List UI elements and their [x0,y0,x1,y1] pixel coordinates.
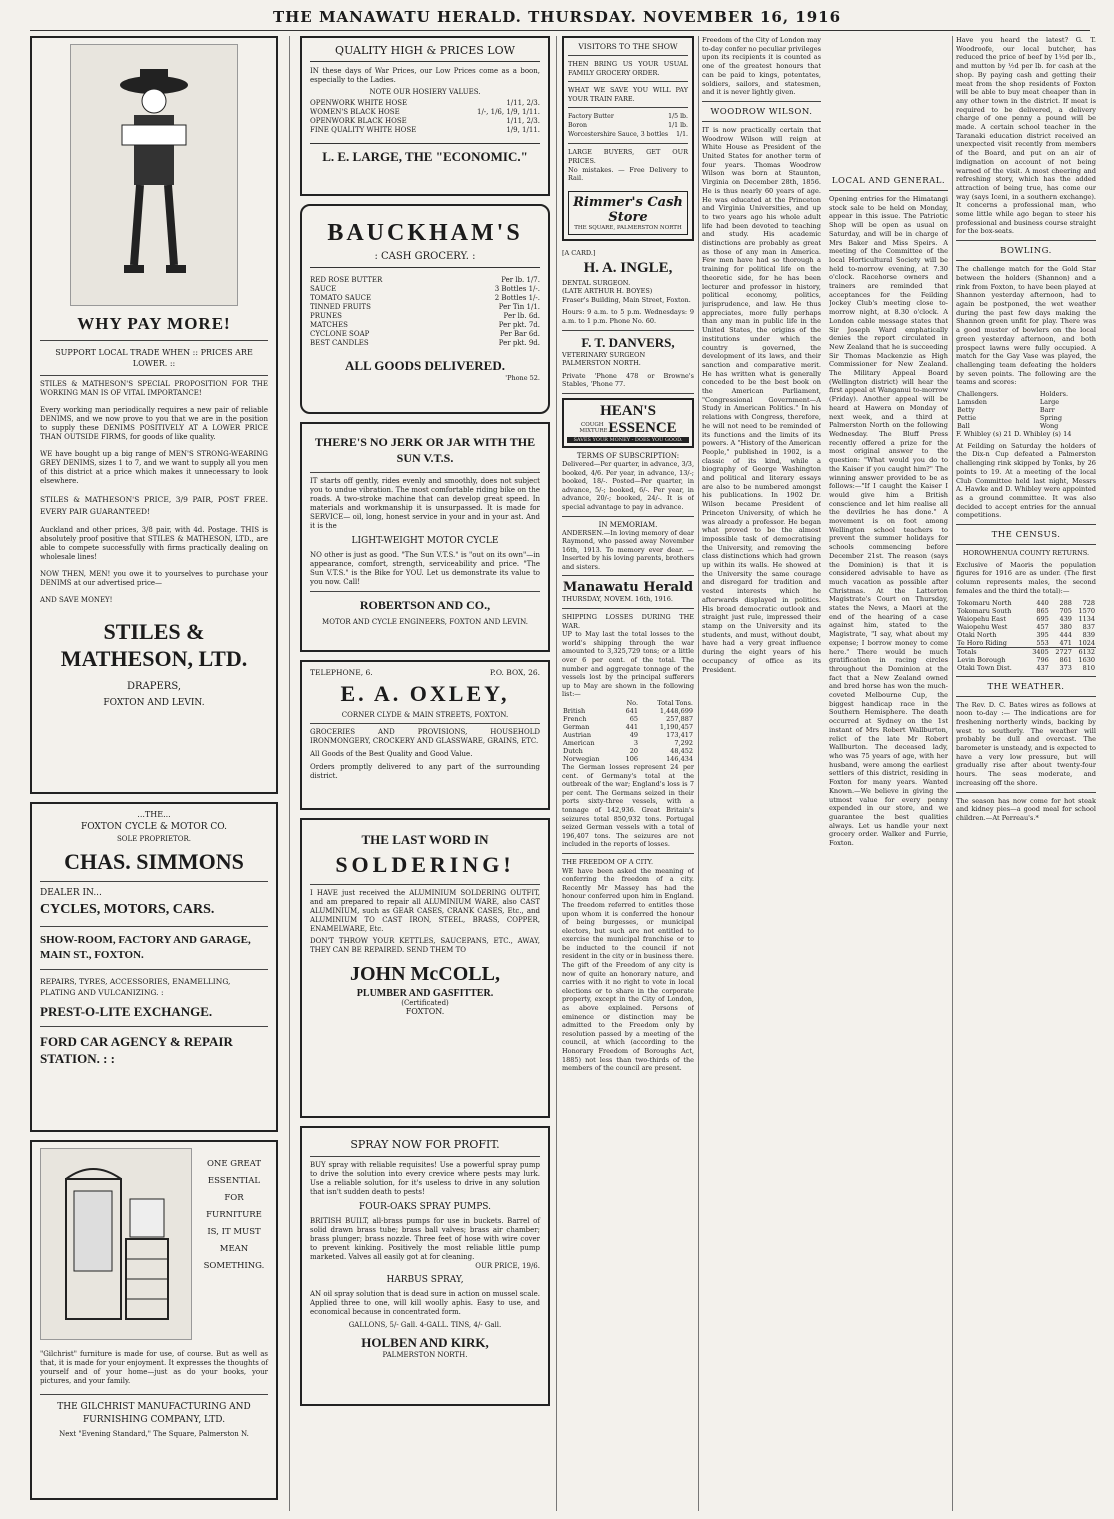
census-table [956,599,1096,672]
grocery-row: BEST CANDLES Per pkt. 9d. [310,339,540,347]
free-delivery: No mistakes. — Free Delivery to Rail. [568,165,688,183]
grocery-row: PRUNES Per lb. 6d. [310,312,540,320]
table-row: British 641 1,448,699 [563,707,693,715]
danvers-name: F. T. DANVERS, [581,334,675,350]
local-general-title: LOCAL AND GENERAL. [831,176,946,186]
cash-grocery: : CASH GROCERY. : [310,251,540,268]
freedom-text: WE have been asked the meaning of conferring the freedom of a city. Recently Mr Massey has had the honour conferred upon him in England. The freedom referred to entitles those upon whom it is conferred the honour of being burgesses, or municipal electors, but such are not entitled to exercise the municipal franchise or to be inducted to the council if not resident in the city or in business there. The gift of the Freedom of any city is now of quite an honorary nature, and carries with it no right to vote in local elections or to share in the corporate property, except in the City of London, as above explained. Persons of eminence or distinction may be admitted to the Freedom only by resolution passed by a meeting of the council, at which (according to the Honorary Freedom of Boroughs Act, 1885) not less than two-thirds of the members of the council are present. [562,866,694,1073]
local-column [829,36,948,1511]
sun-vts-text-2: NO other is just as good. "The Sun V.T.S." is "out on its own"—in appearance, comfort, strength, serviceability and price. "The Sun V.T.S." is the Bike for YOU. Let us demonstrate its value to you now. Call! [310,551,540,586]
repairs: REPAIRS, TYRES, ACCESSORIES, ENAMELLING, PLATING AND VULCANIZING. : [40,977,231,997]
spray-now: SPRAY NOW FOR PROFIT. [350,1138,500,1151]
grocery-row: CYCLONE SOAP Per Bar 6d. [310,330,540,338]
masthead-rule [30,30,1090,31]
woodrow-wilson-text: IT is now practically certain that Woodrow Wilson will reign at White House as President of the United States for another term of four years. Thomas Woodrow Wilson was born at Staunton, Virginia on December 28th, 1856. He is thus nearly 60 years of age. He was educated at the Princeton and Virginia Universities, and up to two years ago his whole adult life had been devoted to teaching and study. His academic distinctions are probably as great as those of any man in America. Few men have had so thorough a training for political life on the theoretic side, for he has been lecturer and professor in history, political economy, politics, jurisprudence, and law. He thus appreciates, more fully perhaps than any man in public life in the United States, the origins of the institutions under which the country is governed, the development of its laws, and their sanction and comparative merit. He has written what is generally conceded to be the best book on the American Parliament, "Congressional Government—A Study in American Politics." In his relations with Congress, therefore, he will not need to be reminded of its functions and the limits of its powers. A "History of the American People," published in 1902, is a classic of its kind, while a biography of George Washington and political and literary essays are also to be numbered amongst his publications. In 1902 Dr. Wilson became President of Princeton University, of which he was already a professor. He began what proved to be the almost impossible task of democratising the University, and removing the class distinctions which had grown up within its walls. He showed at the University the same courage and disregard for tradition and vested interests which he afterwards displayed in politics. His broad democratic outlook and straight just rule, impressed their stamp on the University and its students, and must, without doubt, have had a very great influence during the eight years of his occupancy of office as its President. [702,125,821,674]
heans: HEAN'S [600,402,656,419]
freedom-continued: Freedom of the City of London may to-day confer no peculiar privileges upon its recipients it is counted as one of the greatest honours that can be paid to kings, potentates, soldiers, sailors, and statesmen, and it is never lightly given. [702,36,821,97]
herald-date: THURSDAY, NOVEM. 16th, 1916. [562,595,673,604]
table-row: Lamsden Large [957,398,1060,407]
table-row: Tokomaru North 440 288 728 [957,598,1095,607]
memoriam-text: ANDERSEN.—In loving memory of dear Raymond, who passed away November 16th, 1913. To memory ever dear. —Inserted by his loving parents, brothers and sisters. [562,528,694,571]
why-pay-more: WHY PAY MORE! [77,314,231,333]
table-row: Otaki North 395 444 839 [957,630,1095,639]
oxley-goods: GROCERIES AND PROVISIONS, HOUSEHOLD IRONMONGERY, CROCKERY AND GLASSWARE, GRAINS, ETC. [310,728,540,745]
soldering: SOLDERING! [335,852,515,877]
manawatu-herald-title: Manawatu Herald [562,580,694,596]
bowling-table [956,390,1096,430]
foxton-levin: FOXTON AND LEVIN. [103,698,205,708]
stiles-p2: Every working man periodically requires a new pair of reliable DENIMS, and we now prove to you that we are in the position to supply these DENIMS POSITIVELY AT A LOWER PRICE THAN OUTSIDE FIRMS, for goods of like quality. [40,406,268,441]
gilchrist-company: THE GILCHRIST MANUFACTURING AND FURNISHING COMPANY, LTD. [57,1402,251,1425]
showroom: SHOW-ROOM, FACTORY AND GARAGE, MAIN ST., FOXTON. [40,934,251,961]
table-row: American 3 7,292 [563,739,693,747]
phone-52: 'Phone 52. [505,374,540,382]
visitors-text-2: WHAT WE SAVE YOU WILL PAY YOUR TRAIN FARE. [568,86,688,103]
hose-row: OPENWORK WHITE HOSE 1/11, 2/3. [310,99,540,107]
po-box: P.O. BOX, 26. [489,668,540,677]
table-row: Dutch 20 48,452 [563,747,693,755]
holben-kirk: HOLBEN AND KIRK, [361,1335,489,1350]
certificated: (Certificated) [401,999,449,1007]
grocery-row: RED ROSE BUTTER Per lb. 1/7. [310,276,540,284]
robertson-name: ROBERTSON AND CO., [359,598,491,612]
robertson-ad [300,422,550,652]
grocery-row: TINNED FRUITS Per Tin 1/1. [310,303,540,311]
private-phone: Private 'Phone 478 or Browne's Stables, 'Phone 77. [562,371,694,389]
support-local: SUPPORT LOCAL TRADE WHEN :: PRICES ARE LOWER. :: [55,348,253,368]
rimmers-name: Rimmer's Cash Store [573,194,683,225]
oxley-name: E. A. OXLEY, [340,681,510,706]
four-oaks-text: BRITISH BUILT, all-brass pumps for use in buckets. Barrel of solid drawn brass tube; brass ball valves; brass air chamber; brass plunger; brass nozzle. Three feet of hose with wire cover to prevent kinking. Positively the most reliable little pump marketed. Valves all easily got at for cleaning. [310,1217,540,1261]
veterinary: VETERINARY SURGEON [562,350,646,359]
table-row: Tokomaru South 865 705 1570 [957,606,1095,615]
table-row: Austrian 49 173,417 [563,731,693,739]
table-row: Waiopehu East 695 439 1134 [957,614,1095,623]
dealer-in: DEALER IN... [40,888,102,898]
stiles-matheson-ad [30,36,278,794]
census-title: THE CENSUS. [991,530,1061,541]
in-memoriam: IN MEMORIAM. [598,520,658,529]
stiles-name: STILES & [103,619,205,644]
ford-agency: FORD CAR AGENCY & REPAIR STATION. : : [40,1034,233,1066]
table-row: Betty Barr [957,406,1055,415]
gilchrist-text: "Gilchrist" furniture is made for use, of course. But as well as that, it is made for your enjoyment. It expresses the thoughts of yourself and of your home—just as do your books, your pictures, and your family. [40,1350,268,1385]
wardrobe-illustration [40,1148,192,1340]
large-economic-ad [300,36,550,196]
column-1 [30,36,278,1511]
stiles-p7: AND SAVE MONEY! [40,596,113,604]
fraser-building: Fraser's Building, Main Street, Foxton. [562,295,691,304]
table-row: German 441 1,190,457 [563,723,693,731]
bauckham-ad [300,204,550,414]
shipping-text-2: The German losses represent 24 per cent. of Germany's total at the outbreak of the war; England's loss is 7 per cent. The Germans seized in their ports sixty-three vessels, with a tonnage of 142,936. Great Britain's seizures total 850,932 tons. Portugal seized German vessels with a total of 196,407 tons. The seizures are not included in the reports of losses. [562,763,694,849]
table-row: Te Horo Riding 553 471 1024 [957,638,1095,647]
bowling-text: The challenge match for the Gold Star between the holders (Shannon) and a rink from Foxton, to have been played at Shannon yesterday afternoon, had to again be postponed, the wet weather during the past few days making the Shannon green unfit for play. There was a good muster of bowlers on the local green yesterday afternoon, and both prospect lawns were fully occupied. A match for the Gay Vase was played, the challenging team defeating the holders by seven points. The following are the teams and scores: [956,265,1096,387]
oxley-orders: Orders promptly delivered to any part of the surrounding district. [310,763,540,780]
foxton-cycle-name: FOXTON CYCLE & MOTOR CO. [80,822,228,832]
holben-kirk-ad [300,1126,550,1406]
stiles-p5: Auckland and other prices, 3/8 pair, with 4d. Postage. THIS is absolutely proof positive that STILES & MATHESON, LTD., are able to compete successfully with firms practically dealing on wholesale lines! [40,526,268,561]
palmerston-north: PALMERSTON NORTH. [382,1351,468,1359]
table-row: Otaki Town Dist. 437 373 810 [957,663,1095,672]
spray-text: BUY spray with reliable requisites! Use a powerful spray pump to drive the solution into every crevice where pests may lurk. Use a reliable solution, for it's useless to drive in any solution that isn't sudden death to pests! [310,1161,540,1196]
visitors-item: Factory Butter 1/5 lb. [568,113,688,121]
cough-mixture: COUGH MIXTURE [579,422,608,435]
town-crier-illustration [70,44,238,306]
column-4 [702,36,948,1511]
saves-money: SAVES YOUR MONEY - DOES YOU GOOD. [567,437,689,443]
all-goods-delivered: ALL GOODS DELIVERED. [344,358,505,373]
table-row: Levin Borough 796 861 1630 [957,655,1095,664]
visitors-title: VISITORS TO THE SHOW [578,42,678,51]
gallons: GALLONS, 5/- Gall. 4-GALL. TINS, 4/- Gall. [348,1321,502,1329]
column-2 [300,36,550,1511]
column-divider [289,36,290,1511]
one-great-essential: ONE GREAT ESSENTIAL FOR FURNITURE IS, IT MUST MEAN SOMETHING. [203,1159,265,1271]
quality-text: IN these days of War Prices, our Low Prices come as a boon, especially to the Ladies. [310,67,540,84]
visitors-ad [562,36,694,241]
shipping-table [562,699,694,763]
light-weight: LIGHT-WEIGHT MOTOR CYCLE [351,536,499,546]
table-row: Ball Wong [957,422,1059,431]
card-label: [A CARD.] [562,249,596,257]
column-5 [956,36,1096,1511]
table-row: Norwegian 106 146,434 [563,755,693,763]
hosiery-note: NOTE OUR HOSIERY VALUES. [369,88,481,96]
last-word: THE LAST WORD IN [361,832,489,847]
weather-text: The Rev. D. C. Bates wires as follows at noon to-day :— The indications are for freshening northerly winds, backing by west to southerly. The weather will probably be dull and overcast. The barometer is unsteady, and is expected to have a very low pressure, but will gradually rise after about twenty-four hours. The seas moderate, and increasing off the shore. [956,700,1096,787]
oxley-address: CORNER CLYDE & MAIN STREETS, FOXTON. [341,711,509,719]
column-divider [952,36,953,1511]
table-row: Pettie Spring [957,414,1062,423]
gilchrist-address: Next "Evening Standard," The Square, Palmerston N. [59,1430,249,1438]
four-oaks: FOUR-OAKS SPRAY PUMPS. [358,1202,492,1212]
harbus-text: AN oil spray solution that is dead sure in action on mussel scale. Applied three to one, will kill woolly aphis. Easy to use, and economical because in concentrated form. [310,1290,540,1316]
chas-simmons: CHAS. SIMMONS [64,849,244,874]
bowling-title: BOWLING. [1000,246,1052,257]
stiles-p6: NOW THEN, MEN! you owe it to yourselves to purchase your DENIMS at our advertised price— [40,570,268,587]
visitors-text: THEN BRING US YOUR USUAL FAMILY GROCERY ORDER. [568,60,688,77]
matheson-name: MATHESON, LTD. [60,646,248,671]
oxley-contact [310,668,540,677]
heans-ad [562,398,694,448]
visitors-item: Boron 1/1 lb. [568,122,688,130]
town-crier-icon [94,55,214,295]
wardrobe-icon [56,1159,176,1329]
column-3 [562,36,694,1511]
shipping-title: SHIPPING LOSSES DURING THE WAR. [562,613,694,630]
danvers-palmerston: PALMERSTON NORTH. [562,359,641,368]
horowhenua-returns: HOROWHENUA COUNTY RETURNS. [962,549,1090,558]
grocery-row: TOMATO SAUCE 2 Bottles 1/-. [310,294,540,302]
hose-row: OPENWORK BLACK HOSE 1/11, 2/3. [310,117,540,125]
mccoll-ad [300,818,550,1118]
plumber-gasfitter: PLUMBER AND GASFITTER. [356,988,494,999]
sun-vts-text: IT starts off gently, rides evenly and smoothly, does not subject you to undue vibration. The most comfortable riding bike on the roads. A two-stroke machine that can develop great speed. In materials and workmanship it is unsurpassed. It is made for SERVICE— oil, long, honest service in your and in your ast. And it is the [310,477,540,530]
visitors-item: Worcestershire Sauce, 3 bottles 1/1. [568,131,688,139]
table-row: Waiopehu West 457 380 837 [957,622,1095,631]
rimmers-logo [568,191,688,235]
ingle-name: H. A. INGLE, [583,259,673,276]
perreau-notice: The season has now come for hot steak and kidney pies—a good meal for school children.—At Perreau's.* [956,796,1096,822]
oxley-quality: All Goods of the Best Quality and Good Value. [310,750,473,758]
masthead: THE MANAWATU HERALD. THURSDAY. NOVEMBER 16, 1916 [272,8,842,26]
wilson-column [702,36,821,1511]
freedom-title: THE FREEDOM OF A CITY. [562,857,654,866]
soldering-text: I HAVE just received the ALUMINIUM SOLDERING OUTFIT, and am prepared to repair all ALUMINIUM WARE, also CAST ALUMINIUM, such as GEAR CASES, CRANK CASES, Etc., and ALUMINIUM TO CAST IRON, STEEL, BRASS, COPPER, ENAMELWARE, Etc. [310,889,540,933]
table-row: Totals 3405 2727 6132 [957,647,1095,656]
john-mccoll: JOHN McCOLL, [350,963,500,985]
bowling-text-2: At Feilding on Saturday the holders of the Dix-n Cup defeated a Palmerston challenging rink skipped by Tonks, by 26 points to 19. At a meeting of the local Club Committee held last night, Messrs A. Hawke and D. Whibley were appointed as a ground committee. It was also decided to accept entries for the annual competitions. [956,441,1096,520]
local-general-text: Opening entries for the Himatangi stock sale to be held on Monday, appear in this issue. The Patriotic Shop will be open as usual on Saturday, and will be in charge of Mrs Baker and Miss Speirs. A meeting of the Committee of the local Horticultural Society will be held to-morrow evening, at 7.30 o'clock. Racehorse owners and trainers are reminded that acceptances for the Feilding Jockey Club's meeting close to-morrow night, at 8.30 o'clock. A London cable message states that Sir Joseph Ward emphatically denies the report circulated in New Zealand that he is succeeding Sir Thomas Mackenzie as High Commissioner for New Zealand. The Military Appeal Board (Wellington district) will hear the first appeal at Wanganui to-morrow (Friday). Another appeal will be heard at Hawera on Monday of next week, and a third at Palmerston North on the following Wednesday. The Bluff Press recently offered a prize for the most original answer to the question: "What would you do to the Kaiser if you caught him?" The winning answer provided to be as follows:—"If I caught the Kaiser I would give him a British conscience and let him realise all the devilries he has done." A movement is on foot among Wellington school teachers to prevent the summer holidays for schools commencing before December 21st. The reason (says the Dominion) is that it is considered advisable to have as much vacation as possible after Christmas. At the Latterton Magistrate's Court on Thursday, states the News, a Maori at the end of the hearing of a case against him, stated to the Magistrate, "I say, what about my expense; I borrow money to come here." There would be much gratification in racing circles throughout the Dominion at the fact that a New Zealand owned and bred horse has won the much-coveted Melbourne Cup, the biggest handicap race in the Southern Hemisphere. The death occurred at Sydney on the 1st instant of Mrs Robert Wallburton, relict of the late Mr Robert Wallburton. The deceased lady, who was 75 years of age, with her husband, were among the earliest settlers of this district, residing in Foxton for many years. Wanted Known.—We believe in giving the utmost value for every penny expended in our store, and we guarantee the best qualities always. Let us handle your next grocery order. Walker and Furrie, Foxton. [829,195,948,848]
sole-proprietor: SOLE PROPRIETOR. [117,835,191,843]
weather-title: THE WEATHER. [987,681,1065,692]
shipping-text: UP to May last the total losses to the world's shipping through the war amounted to 3,325,729 tons; or a little over 6 per cent. of the total. The number and aggregate tonnage of the vessels lost by the principal sufferers up to May are shown in the following list:— [562,630,694,699]
hose-row: WOMEN'S BLACK HOSE 1/-, 1/6, 1/9, 1/11. [310,108,540,116]
table-row: No. Total Tons. [626,699,693,707]
late-boyes: (LATE ARTHUR H. BOYES) [562,287,653,296]
latest-news: Have you heard the latest? G. T. Woodroofe, our local butcher, has reduced the price of beef by 1½d per lb., and mutton by ½d per lb. for cash at the shop. By paying cash and getting their meat from the shop residents of Foxton will be able to buy meat cheaper than in any other town in the district. If meat is required to be delivered, a delivery charge of one penny a pound will be made. A certain school teacher in the Taranaki education district received an unexpected visit recently from members of the Board, and put on an air of indignation on account of not being warned of the visit. A most cheering and refreshing story, which has the added attraction of being true, has come our way (says Iceni, in a southern exchange). It concerns a professional man, who some little while ago began to steer his professional and business course straight for the box-seats. [956,36,1096,236]
soldering-text-2: DON'T THROW YOUR KETTLES, SAUCEPANS, ETC., AWAY, THEY CAN BE REPAIRED. SEND THEM TO [310,937,540,954]
motor-engineers: MOTOR AND CYCLE ENGINEERS, FOXTON AND LEVIN. [322,618,528,626]
woodrow-wilson-title: WOODROW WILSON. [710,106,813,117]
table-row: Challengers. Holders. [957,390,1069,399]
bauckham-name: BAUCKHAM'S [327,220,523,246]
hose-row: FINE QUALITY WHITE HOSE 1/9, 1/11. [310,126,540,134]
census-text: Exclusive of Maoris the population figures for 1916 are as under. (The first column represents males, the second females and the third the total):— [956,560,1096,595]
drapers: DRAPERS, [127,681,181,692]
bowling-score: F. Whibley (s) 21 D. Whibley (s) 14 [956,430,1072,439]
terms-text: Delivered—Per quarter, in advance, 3/3, booked, 4/6. Per year, in advance, 13/-; booked, 18/-. Posted—Per quarter, in advance, 5/-; booked, 6/-. Per year, in advance, 20/-; booked, 24/-. It is of special advantage to pay in advance. [562,459,694,511]
column-divider [698,36,699,1511]
essence: ESSENCE [608,419,677,436]
grocery-row: SAUCE 3 Bottles 1/-. [310,285,540,293]
mccoll-foxton: FOXTON. [405,1007,445,1016]
stiles-p1: STILES & MATHESON'S SPECIAL PROPOSITION FOR THE WORKING MAN IS OF VITAL IMPORTANCE! [40,380,268,397]
large-buyers: LARGE BUYERS, GET OUR PRICES. [568,148,688,165]
cycles-motors: CYCLES, MOTORS, CARS. [40,902,215,917]
prest-o-lite: PREST-O-LITE EXCHANGE. [40,1004,213,1019]
terms-title: TERMS OF SUBSCRIPTION: [576,451,680,460]
quality-title: QUALITY HIGH & PRICES LOW [310,44,540,62]
our-price: OUR PRICE, 19/6. [475,1262,540,1270]
telephone: TELEPHONE, 6. [310,668,373,677]
rimmers-address: THE SQUARE, PALMERSTON NORTH [574,224,682,231]
no-jerk-title: THERE'S NO JERK OR JAR WITH THE SUN V.T.S. [314,435,536,465]
table-row: French 65 257,887 [563,715,693,723]
stiles-p4: STILES & MATHESON'S PRICE, 3/9 PAIR, POST FREE. EVERY PAIR GUARANTEED! [40,495,268,516]
stiles-p3: WE have bought up a big range of MEN'S STRONG-WEARING GREY DENIMS, sizes 1 to 7, and we want to supply all you men of this district at a price which makes it unnecessary to look elsewhere. [40,450,268,485]
grocery-row: MATCHES Per pkt. 7d. [310,321,540,329]
foxton-cycle-ad [30,802,278,1132]
column-divider [556,36,557,1511]
hours: Hours: 9 a.m. to 5 p.m. Wednesdays: 9 a.m. to 1 p.m. Phone No. 60. [562,308,694,325]
the-label: ...THE... [137,810,171,819]
oxley-ad [300,660,550,810]
dental-surgeon: DENTAL SURGEON. [562,278,631,287]
le-large: L. E. LARGE, THE "ECONOMIC." [310,143,540,165]
harbus-spray: HARBUS SPRAY, [386,1275,464,1285]
gilchrist-ad [30,1140,278,1500]
